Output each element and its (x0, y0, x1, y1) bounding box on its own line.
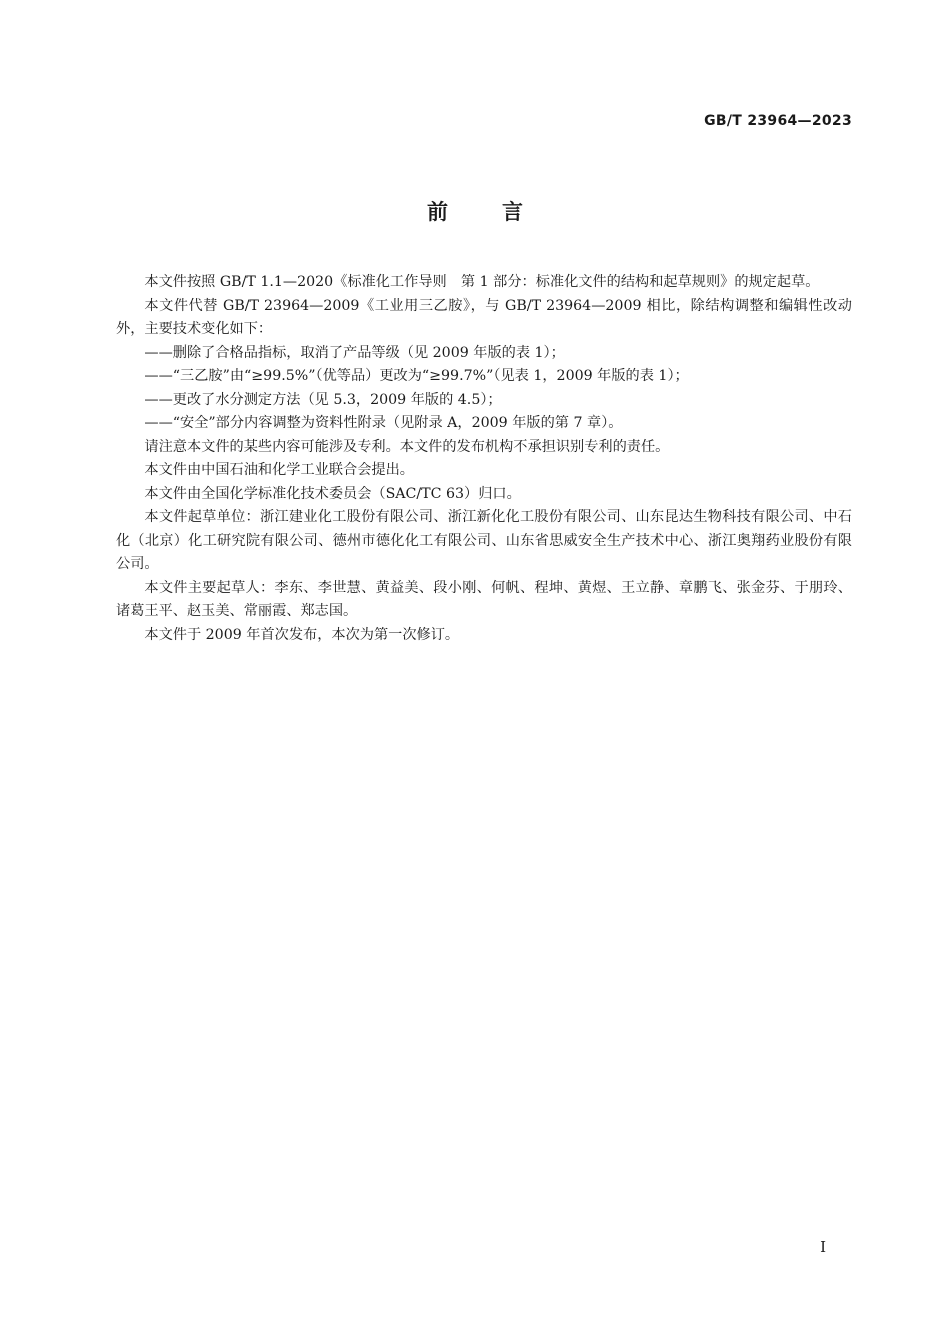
list-item: ——“安全”部分内容调整为资料性附录（见附录 A，2009 年版的第 7 章）。 (144, 415, 623, 431)
paragraph-committee: 本文件由全国化学标准化技术委员会（SAC/TC 63）归口。 (144, 485, 521, 502)
page-title (0, 196, 950, 226)
paragraph-replacement: 本文件代替 GB/T 23964—2009《工业用三乙胺》，与 GB/T 23964—2009 相比，除结构调整和编辑性改动外，主要技术变化如下： (116, 297, 852, 337)
paragraph-drafting-rules: 本文件按照 GB/T 1.1—2020《标准化工作导则 第 1 部分：标准化文件的结构和起草规则》的规定起草。 (144, 274, 820, 290)
paragraph-history: 本文件于 2009 年首次发布，本次为第一次修订。 (144, 626, 460, 643)
title-char-1: 前 (427, 200, 448, 224)
list-item: ——删除了合格品指标，取消了产品等级（见 2009 年版的表 1）； (144, 344, 565, 361)
paragraph-drafting-units: 本文件起草单位：浙江建业化工股份有限公司、浙江新化化工股份有限公司、山东昆达生物科技有限公司、中石化（北京）化工研究院有限公司、德州市德化化工有限公司、山东省思威安全生产技术中心、浙江奥翔药业股份有限公司。 (116, 509, 852, 572)
list-item: ——“三乙胺”由“≥99.5%”（优等品）更改为“≥99.7%”（见表 1，2009 年版的表 1）； (144, 368, 689, 384)
page-number: I (820, 1238, 826, 1256)
list-item: ——更改了水分测定方法（见 5.3，2009 年版的 4.5）； (144, 391, 502, 408)
technical-changes-list (116, 342, 852, 436)
standard-number: GB/T 23964—2023 (704, 113, 852, 129)
paragraph-proposer: 本文件由中国石油和化学工业联合会提出。 (144, 462, 414, 478)
foreword-body (116, 271, 852, 647)
title-char-2: 言 (502, 200, 523, 224)
paragraph-patent-notice: 请注意本文件的某些内容可能涉及专利。本文件的发布机构不承担识别专利的责任。 (144, 438, 670, 455)
paragraph-drafters: 本文件主要起草人：李东、李世慧、黄益美、段小刚、何帆、程坤、黄煜、王立静、章鹏飞、张金芬、于朋玲、诸葛王平、赵玉美、常丽霞、郑志国。 (116, 579, 852, 619)
